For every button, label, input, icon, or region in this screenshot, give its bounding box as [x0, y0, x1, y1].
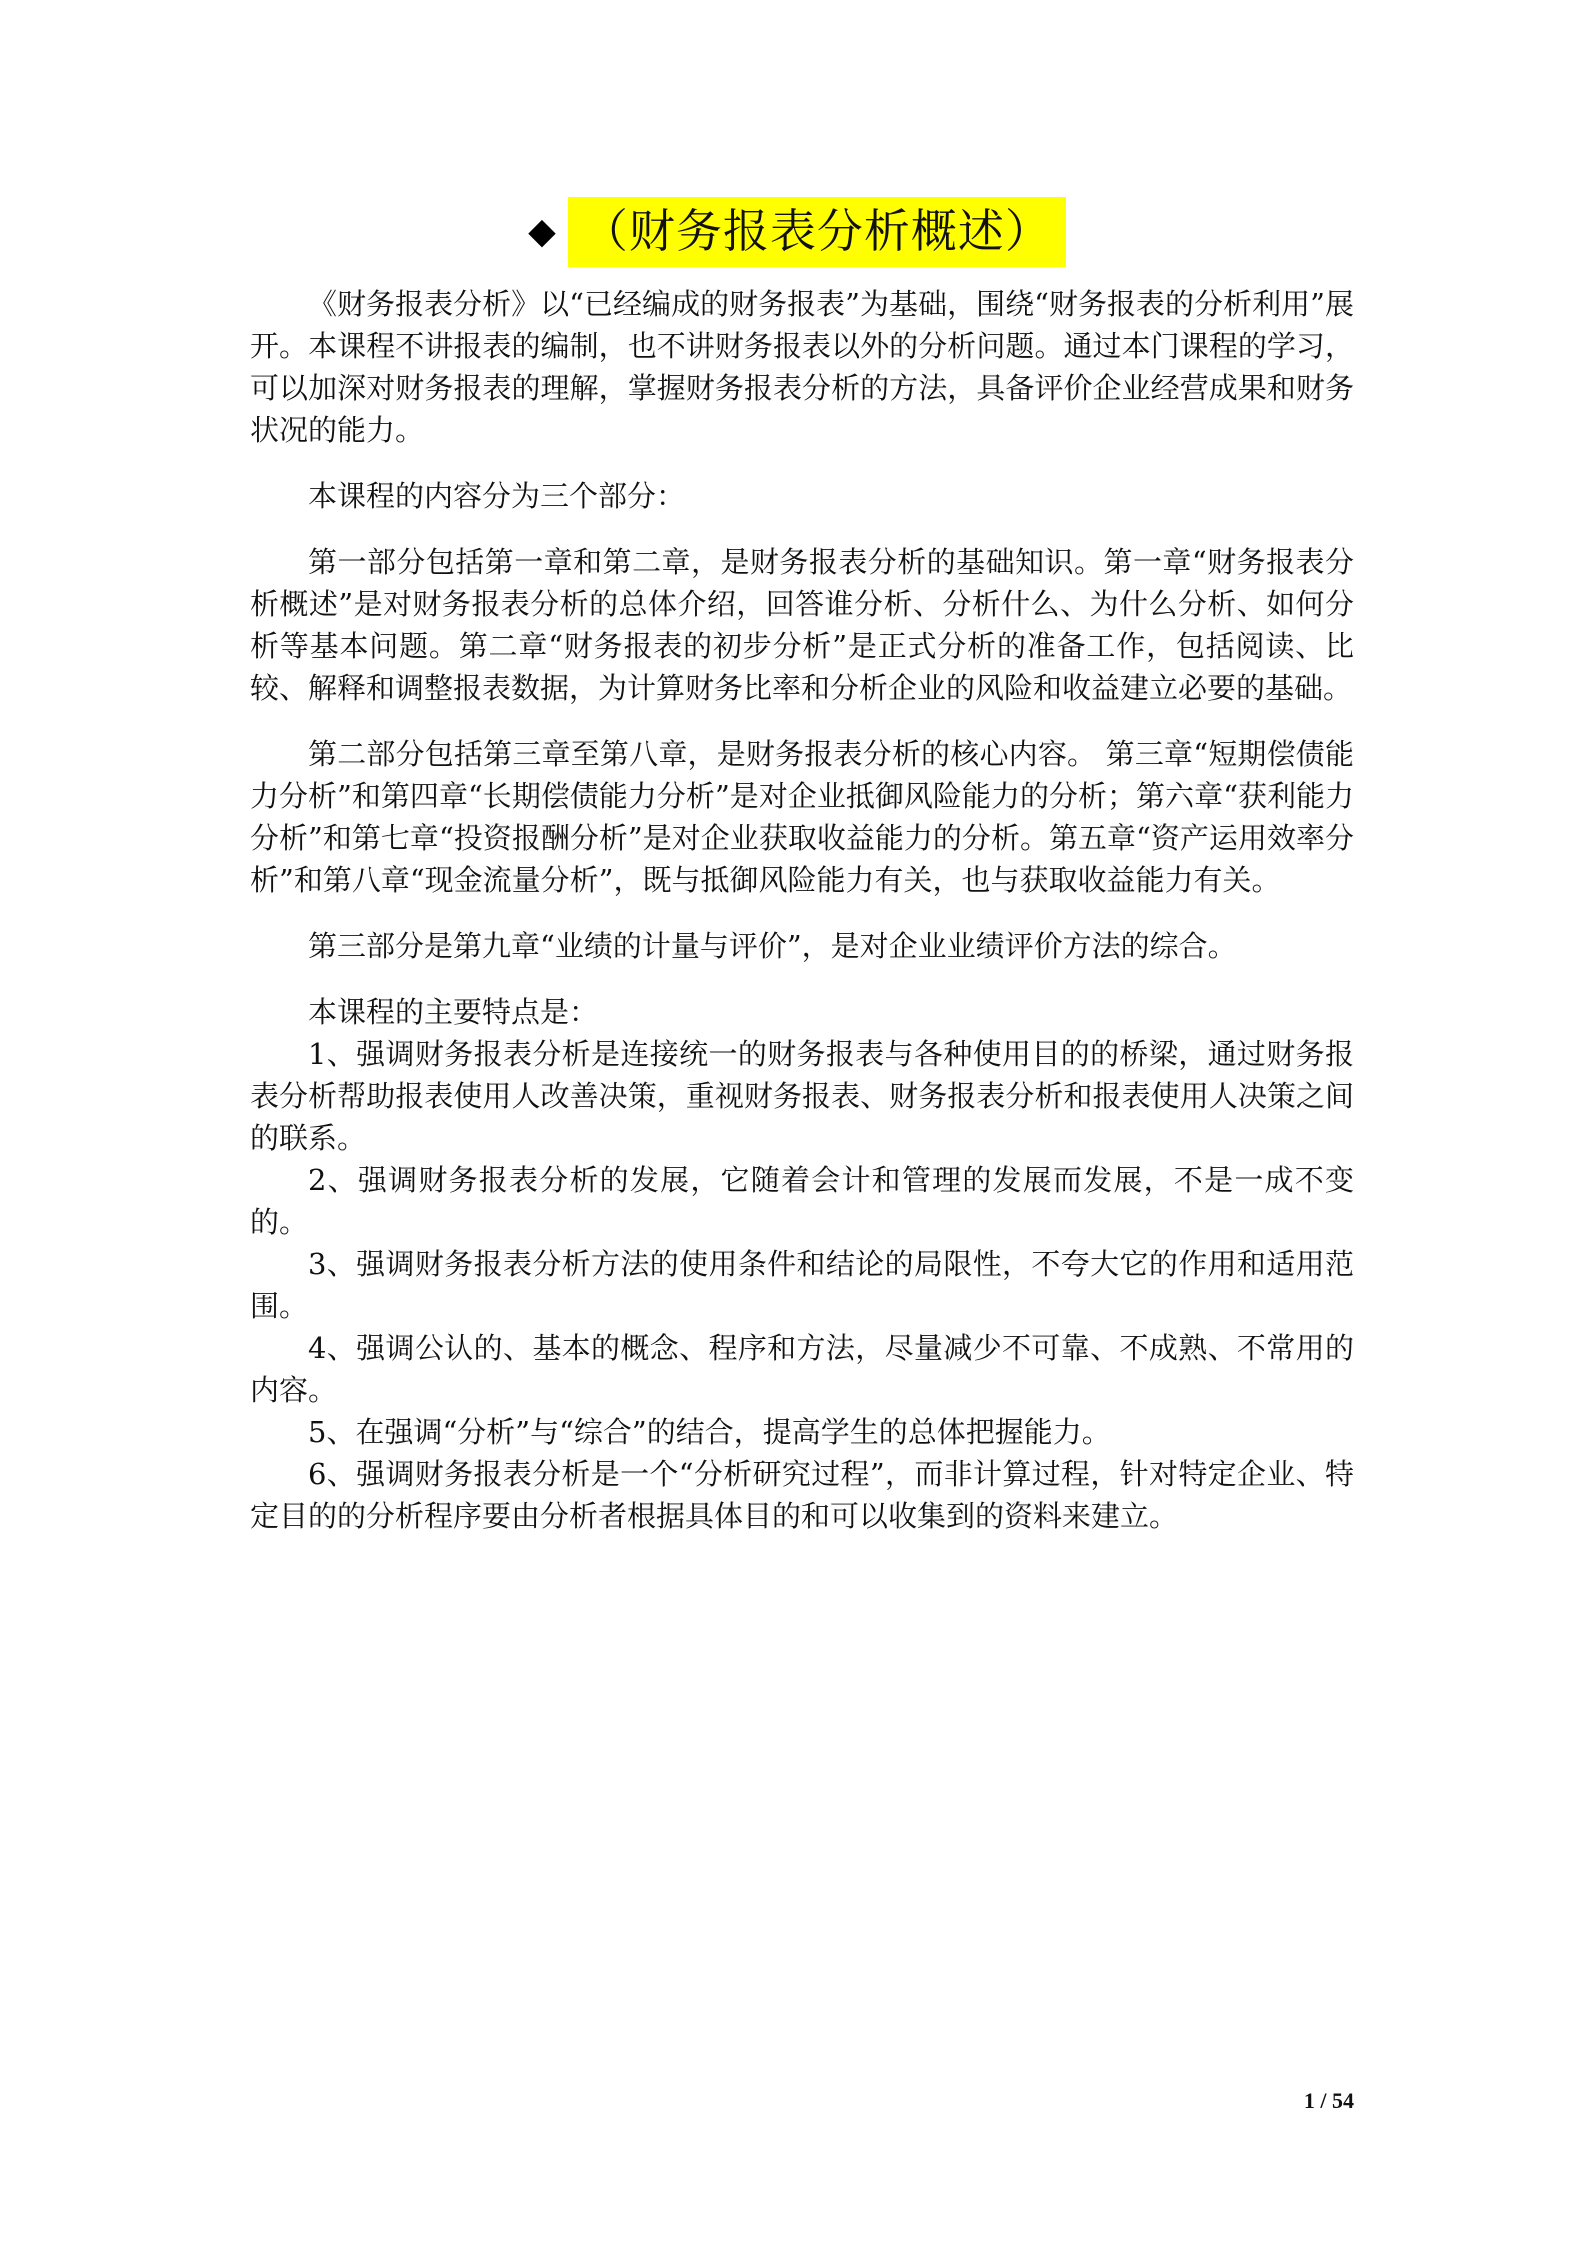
list-item: 5、在强调“分析”与“综合”的结合，提高学生的总体把握能力。 [308, 1415, 1111, 1449]
part-one-paragraph: 第一部分包括第一章和第二章，是财务报表分析的基础知识。第一章“财务报表分析概述”是对财务报表分析的总体介绍，回答谁分析、分析什么、为什么分析、如何分析等基本问题。第二章“财务报表的初步分析”是正式分析的准备工作，包括阅读、比较、解释和调整报表数据，为计算财务比率和分析企业的风险和收益建立必要的基础。 [250, 545, 1354, 705]
structure-paragraph: 本课程的内容分为三个部分： [308, 479, 686, 513]
page-title: （财务报表分析概述） [568, 197, 1066, 267]
title-row [0, 197, 1594, 267]
intro-paragraph: 《财务报表分析》以“已经编成的财务报表”为基础，围绕“财务报表的分析利用”展开。本课程不讲报表的编制，也不讲财务报表以外的分析问题。通过本门课程的学习，可以加深对财务报表的理解，掌握财务报表分析的方法，具备评价企业经营成果和财务状况的能力。 [250, 287, 1354, 447]
part-three-paragraph: 第三部分是第九章“业绩的计量与评价”，是对企业业绩评价方法的综合。 [308, 929, 1237, 963]
features-heading: 本课程的主要特点是： [308, 995, 599, 1029]
page-number: 1 / 54 [1303, 2088, 1354, 2113]
body-text [250, 283, 1354, 1537]
list-item: 3、强调财务报表分析方法的使用条件和结论的局限性，不夸大它的作用和适用范围。 [250, 1247, 1354, 1323]
list-item: 4、强调公认的、基本的概念、程序和方法，尽量减少不可靠、不成熟、不常用的内容。 [250, 1331, 1354, 1407]
part-two-paragraph: 第二部分包括第三章至第八章，是财务报表分析的核心内容。 第三章“短期偿债能力分析”和第四章“长期偿债能力分析”是对企业抵御风险能力的分析；第六章“获利能力分析”和第七章“投资报酬分析”是对企业获取收益能力的分析。第五章“资产运用效率分析”和第八章“现金流量分析”，既与抵御风险能力有关，也与获取收益能力有关。 [250, 737, 1354, 897]
diamond-bullet-icon: ◆ [528, 211, 556, 252]
list-item: 2、强调财务报表分析的发展，它随着会计和管理的发展而发展，不是一成不变的。 [250, 1163, 1354, 1239]
list-item: 6、强调财务报表分析是一个“分析研究过程”，而非计算过程，针对特定企业、特定目的的分析程序要由分析者根据具体目的和可以收集到的资料来建立。 [250, 1457, 1354, 1533]
list-item: 1、强调财务报表分析是连接统一的财务报表与各种使用目的的桥梁，通过财务报表分析帮助报表使用人改善决策，重视财务报表、财务报表分析和报表使用人决策之间的联系。 [250, 1037, 1354, 1155]
features-list [250, 1033, 1354, 1537]
